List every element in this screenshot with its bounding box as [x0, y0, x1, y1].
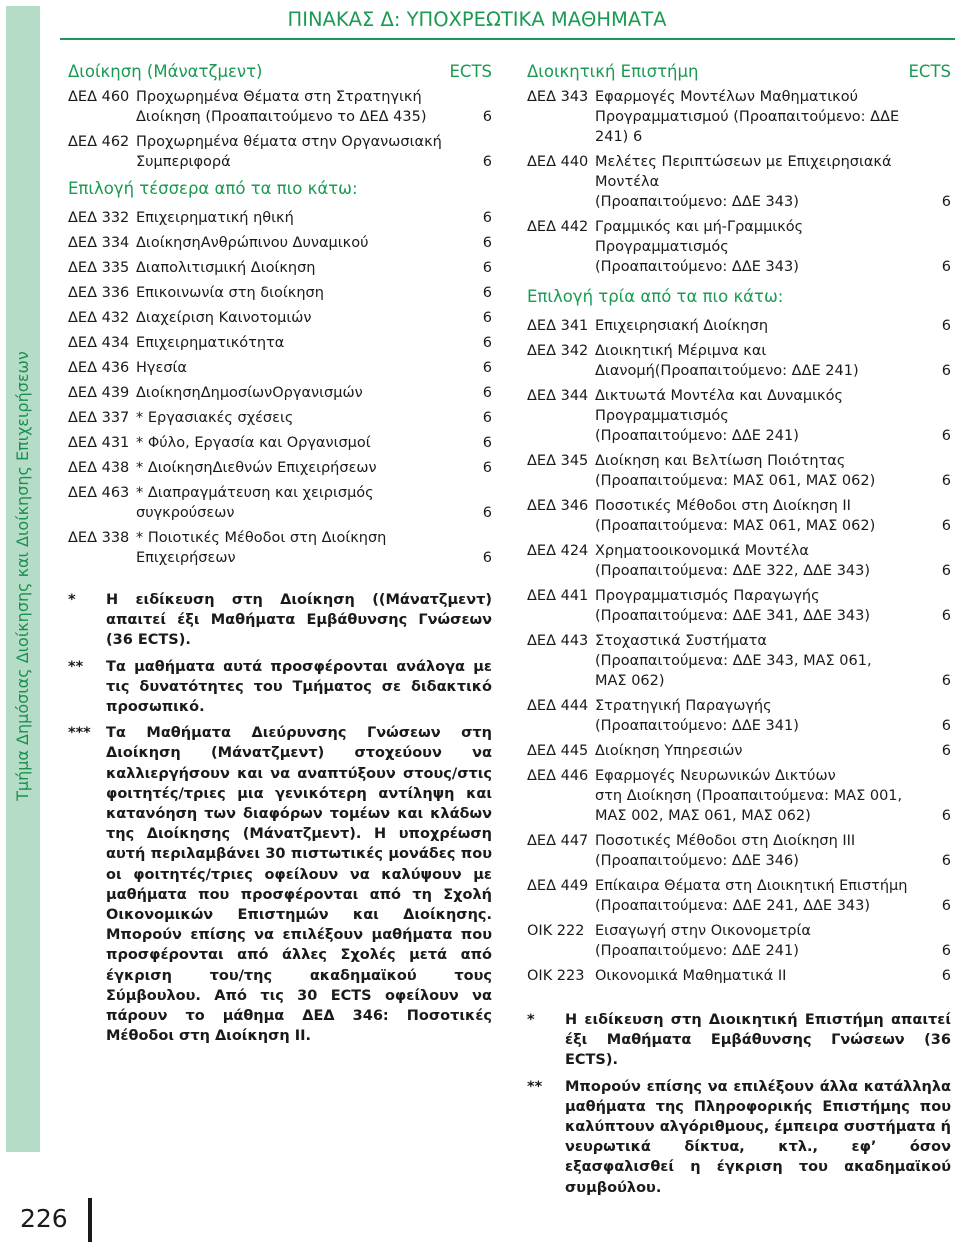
- course-ects: 6: [482, 385, 492, 401]
- course-ects: 6: [482, 235, 492, 251]
- course-ects: 6: [941, 943, 951, 959]
- course-code: ΔΕΔ 346: [527, 498, 589, 514]
- course-title-line: ΔιοίκησηΑνθρώπινου Δυναμικού: [136, 235, 369, 251]
- course-title-line: (Προαπαιτούμενο: ΔΔΕ 343): [595, 259, 799, 275]
- course-row: [68, 258, 492, 278]
- course-title: [136, 528, 470, 568]
- course-row: [527, 876, 951, 916]
- course-title: [595, 876, 929, 916]
- course-row: [527, 386, 951, 446]
- course-ects: 6: [482, 460, 492, 476]
- course-title-line: Προχωρημένα θέματα στην Οργανωσιακή: [136, 134, 442, 150]
- title-rule: [60, 38, 955, 40]
- course-title-line: Επίκαιρα Θέματα στη Διοικητική Επιστήμη: [595, 878, 908, 894]
- course-row: [68, 208, 492, 228]
- course-title: [595, 341, 929, 381]
- course-code: ΔΕΔ 442: [527, 219, 589, 235]
- elective-heading: Επιλογή τρία από τα πιο κάτω:: [527, 287, 784, 306]
- course-code: ΔΕΔ 447: [527, 833, 589, 849]
- course-title-line: Διοίκηση και Βελτίωση Ποιότητας: [595, 453, 846, 469]
- course-title-line: Επιχειρηματική ηθική: [136, 210, 294, 226]
- course-title-line: συγκρούσεων: [136, 505, 235, 521]
- course-ects: 6: [941, 743, 951, 759]
- course-title-line: (Προαπαιτούμενα: ΔΔΕ 343, ΜΑΣ 061,: [595, 653, 872, 669]
- course-ects: 6: [482, 550, 492, 566]
- course-title-line: Ηγεσία: [136, 360, 187, 376]
- course-title-line: Επιχειρησιακή Διοίκηση: [595, 318, 769, 334]
- course-title-line: ΔιοίκησηΔημοσίωνΟργανισμών: [136, 385, 363, 401]
- course-title-line: Χρηματοοικονομικά Μοντέλα: [595, 543, 809, 559]
- footnote-text: Τα μαθήματα αυτά προσφέρονται ανάλογα με τις δυνατότητες του Τμήματος σε διδακτικό προσωπικό.: [106, 658, 492, 716]
- course-title: [136, 408, 470, 428]
- course-title-line: Προχωρημένα Θέματα στη Στρατηγική: [136, 89, 422, 105]
- course-title: [136, 458, 470, 478]
- column-management-science: [527, 62, 951, 1204]
- footnote-mark: ***: [68, 725, 91, 742]
- course-code: ΔΕΔ 341: [527, 318, 589, 334]
- course-code: ΔΕΔ 332: [68, 210, 130, 226]
- course-ects: 6: [941, 718, 951, 734]
- course-title-line: Δικτυωτά Μοντέλα και Δυναμικός: [595, 388, 843, 404]
- course-ects: 6: [941, 853, 951, 869]
- course-ects: 6: [941, 194, 951, 210]
- course-row: [527, 496, 951, 536]
- course-title-line: Εφαρμογές Νευρωνικών Δικτύων: [595, 768, 836, 784]
- course-title: [595, 152, 929, 212]
- course-ects: 6: [941, 473, 951, 489]
- page-number-bar: [88, 1198, 92, 1242]
- course-title: [595, 586, 929, 626]
- course-code: ΔΕΔ 445: [527, 743, 589, 759]
- course-title-line: ΜΑΣ 002, ΜΑΣ 061, ΜΑΣ 062): [595, 808, 811, 824]
- course-title-line: Ποσοτικές Μέθοδοι στη Διοίκηση ΙΙ: [595, 498, 851, 514]
- course-title-line: (Προαπαιτούμενο: ΔΔΕ 343): [595, 194, 799, 210]
- course-title: [136, 233, 470, 253]
- course-ects: 6: [941, 363, 951, 379]
- course-title: [136, 333, 470, 353]
- course-title: [595, 966, 929, 986]
- course-title: [136, 283, 470, 303]
- course-title-line: Διοίκηση Υπηρεσιών: [595, 743, 743, 759]
- course-title-line: Διοίκηση (Προαπαιτούμενο το ΔΕΔ 435): [136, 109, 427, 125]
- course-ects: 6: [482, 310, 492, 326]
- course-row: [68, 383, 492, 403]
- footnote-text: Μπορούν επίσης να επιλέξουν άλλα κατάλληλα μαθήματα της Πληροφορικής Επιστήμης που καλύπτουν αλγόριθμους, έμπειρα συστήματα ή νευρωτικά δίκτυα, κτλ., εφ’ όσον εξασφαλισθεί η έγκριση του ακαδημαϊκού συμβούλου.: [565, 1078, 951, 1196]
- course-code: ΔΕΔ 436: [68, 360, 130, 376]
- course-title-line: Εφαρμογές Μοντέλων Μαθηματικού: [595, 89, 858, 105]
- course-row: [527, 921, 951, 961]
- course-title: [136, 208, 470, 228]
- course-title: [595, 217, 929, 277]
- course-title-line: (Προαπαιτούμενο: ΔΔΕ 241): [595, 943, 799, 959]
- footnote-text: Η ειδίκευση στη Διοικητική Επιστήμη απαιτεί έξι Μαθήματα Εμβάθυνσης Γνώσεων (36 ECTS).: [565, 1012, 951, 1069]
- course-title: [136, 483, 470, 523]
- course-title: [136, 433, 470, 453]
- course-ects: 6: [941, 808, 951, 824]
- section-title: Διοικητική Επιστήμη: [527, 62, 699, 81]
- course-title-line: Μελέτες Περιπτώσεων με Επιχειρησιακά Μοντέλα: [595, 154, 892, 190]
- course-ects: 6: [482, 285, 492, 301]
- course-row: [68, 433, 492, 453]
- course-title-line: Διοικητική Μέριμνα και: [595, 343, 767, 359]
- course-title: [136, 358, 470, 378]
- course-code: ΔΕΔ 432: [68, 310, 130, 326]
- course-code: ΔΕΔ 463: [68, 485, 130, 501]
- course-row: [527, 541, 951, 581]
- course-ects: 6: [482, 505, 492, 521]
- course-title-line: (Προαπαιτούμενο: ΔΔΕ 346): [595, 853, 799, 869]
- course-title-line: * Εργασιακές σχέσεις: [136, 410, 294, 426]
- course-row: [527, 586, 951, 626]
- footnotes: [527, 1010, 951, 1198]
- footnote-mark: *: [68, 592, 76, 608]
- course-title: [595, 496, 929, 536]
- course-title-line: (Προαπαιτούμενο: ΔΔΕ 241): [595, 428, 799, 444]
- course-row: [527, 766, 951, 826]
- course-ects: 6: [941, 318, 951, 334]
- course-code: ΔΕΔ 342: [527, 343, 589, 359]
- course-title: [136, 87, 470, 127]
- course-code: ΔΕΔ 449: [527, 878, 589, 894]
- course-ects: 6: [941, 608, 951, 624]
- course-row: [527, 966, 951, 986]
- course-title-line: Προγραμματισμός Παραγωγής: [595, 588, 820, 604]
- course-title-line: * Φύλο, Εργασία και Οργανισμοί: [136, 435, 371, 451]
- course-title-line: Γραμμικός και μή-Γραμμικός: [595, 219, 804, 235]
- footnote-text: Τα Μαθήματα Διεύρυνσης Γνώσεων στη Διοίκηση (Μάνατζμεντ) στοχεύουν να καλλιεργήσουν και να αναπτύξουν στους/στις φοιτητές/τριες μια γενικότερη αντίληψη και κατανόηση των διαφόρων τομέων και κλάδων της Διοίκησης (Μάνατζμεντ). Η υποχρέωση αυτή περιλαμβάνει 30 πιστωτικές μονάδες που οι φοιτητές/τριες οφείλουν να καλύψουν με μαθήματα που προσφέρονται από τη Σχολή Οικονομικών Επιστημών και Διοίκησης. Μπορούν επίσης να επιλέξουν μαθήματα που προσφέρονται από άλλες Σχολές μετά από έγκριση του/της ακαδημαϊκού τους Σύμβουλου. Από τις 30 ECTS οφείλουν να πάρουν το μάθημα ΔΕΔ 346: Ποσοτικές Μέθοδοι στη Διοίκηση ΙΙ.: [106, 725, 492, 1045]
- course-title-line: ΜΑΣ 062): [595, 673, 665, 689]
- course-code: ΔΕΔ 345: [527, 453, 589, 469]
- course-code: ΔΕΔ 343: [527, 89, 589, 105]
- course-code: ΔΕΔ 336: [68, 285, 130, 301]
- course-ects: 6: [941, 673, 951, 689]
- course-title: [595, 87, 929, 147]
- footnotes: [68, 590, 492, 1046]
- course-title-line: στη Διοίκηση (Προαπαιτούμενα: ΜΑΣ 001,: [595, 788, 903, 804]
- footnote: [68, 723, 492, 1046]
- course-row: [527, 217, 951, 277]
- course-title: [136, 132, 470, 172]
- course-title-line: * ΔιοίκησηΔιεθνών Επιχειρήσεων: [136, 460, 377, 476]
- elective-course-list: [68, 208, 492, 568]
- course-ects: 6: [941, 428, 951, 444]
- course-title-line: Διαχείριση Καινοτομιών: [136, 310, 312, 326]
- course-ects: 6: [482, 410, 492, 426]
- course-ects: 6: [482, 109, 492, 125]
- course-code: ΟΙΚ 223: [527, 968, 585, 984]
- footnote-mark: **: [527, 1078, 543, 1095]
- course-row: [527, 451, 951, 491]
- course-title-line: Επικοινωνία στη διοίκηση: [136, 285, 324, 301]
- course-ects: 6: [482, 435, 492, 451]
- course-row: [527, 631, 951, 691]
- course-title-line: Προγραμματισμός: [595, 408, 729, 424]
- elective-course-list: [527, 316, 951, 986]
- core-course-list: [68, 87, 492, 172]
- course-row: [68, 283, 492, 303]
- course-ects: 6: [482, 210, 492, 226]
- course-title-line: Οικονομικά Μαθηματικά ΙΙ: [595, 968, 787, 984]
- course-code: ΔΕΔ 441: [527, 588, 589, 604]
- course-row: [68, 308, 492, 328]
- course-row: [68, 528, 492, 568]
- course-ects: 6: [482, 360, 492, 376]
- course-title-line: Προγραμματισμού (Προαπαιτούμενο: ΔΔΕ 241) 6: [595, 109, 900, 145]
- course-title-line: (Προαπαιτούμενο: ΔΔΕ 341): [595, 718, 799, 734]
- course-code: ΔΕΔ 440: [527, 154, 589, 170]
- course-title: [595, 541, 929, 581]
- course-ects: 6: [941, 898, 951, 914]
- course-code: ΔΕΔ 443: [527, 633, 589, 649]
- course-code: ΔΕΔ 446: [527, 768, 589, 784]
- course-row: [527, 696, 951, 736]
- course-code: ΔΕΔ 338: [68, 530, 130, 546]
- course-title-line: (Προαπαιτούμενα: ΔΔΕ 322, ΔΔΕ 343): [595, 563, 871, 579]
- course-title-line: Επιχειρηματικότητα: [136, 335, 285, 351]
- course-title: [595, 921, 929, 961]
- course-title-line: Επιχειρήσεων: [136, 550, 236, 566]
- course-code: ΟΙΚ 222: [527, 923, 585, 939]
- course-row: [527, 87, 951, 147]
- course-row: [68, 87, 492, 127]
- course-title-line: Εισαγωγή στην Οικονομετρία: [595, 923, 811, 939]
- course-row: [68, 358, 492, 378]
- course-row: [527, 341, 951, 381]
- course-title-line: Στρατηγική Παραγωγής: [595, 698, 772, 714]
- course-code: ΔΕΔ 439: [68, 385, 130, 401]
- course-title-line: (Προαπαιτούμενα: ΔΔΕ 241, ΔΔΕ 343): [595, 898, 871, 914]
- course-row: [68, 458, 492, 478]
- course-row: [68, 408, 492, 428]
- course-ects: 6: [941, 259, 951, 275]
- course-title: [595, 386, 929, 446]
- course-row: [68, 333, 492, 353]
- course-ects: 6: [941, 563, 951, 579]
- course-code: ΔΕΔ 424: [527, 543, 589, 559]
- course-code: ΔΕΔ 462: [68, 134, 130, 150]
- course-code: ΔΕΔ 337: [68, 410, 130, 426]
- footnote: [527, 1077, 951, 1198]
- course-ects: 6: [941, 968, 951, 984]
- course-title: [136, 258, 470, 278]
- footnote: [527, 1010, 951, 1071]
- course-title: [595, 696, 929, 736]
- footnote: [68, 590, 492, 651]
- course-title-line: Ποσοτικές Μέθοδοι στη Διοίκηση ΙΙΙ: [595, 833, 856, 849]
- core-course-list: [527, 87, 951, 277]
- ects-header: ECTS: [908, 62, 951, 81]
- course-row: [527, 316, 951, 336]
- course-code: ΔΕΔ 344: [527, 388, 589, 404]
- ects-header: ECTS: [449, 62, 492, 81]
- course-code: ΔΕΔ 434: [68, 335, 130, 351]
- course-title-line: (Προαπαιτούμενα: ΔΔΕ 341, ΔΔΕ 343): [595, 608, 871, 624]
- course-title-line: (Προαπαιτούμενα: ΜΑΣ 061, ΜΑΣ 062): [595, 473, 876, 489]
- footnote: [68, 657, 492, 718]
- course-title: [595, 316, 929, 336]
- course-title-line: Στοχαστικά Συστήματα: [595, 633, 767, 649]
- section-heading-management: [68, 62, 492, 87]
- course-title-line: * Διαπραγμάτευση και χειρισμός: [136, 485, 374, 501]
- course-row: [527, 831, 951, 871]
- course-title: [595, 766, 929, 826]
- page-title: ΠΙΝΑΚΑΣ Δ: ΥΠΟΧΡΕΩΤΙΚΑ ΜΑΘΗΜΑΤΑ: [287, 8, 667, 31]
- footnote-mark: **: [68, 658, 84, 675]
- course-ects: 6: [941, 518, 951, 534]
- footnote-text: Η ειδίκευση στη Διοίκηση ((Μάνατζμεντ) απαιτεί έξι Μαθήματα Εμβάθυνσης Γνώσεων (36 ECTS).: [106, 592, 492, 649]
- course-row: [68, 132, 492, 172]
- course-title: [595, 451, 929, 491]
- course-title: [136, 383, 470, 403]
- course-title: [595, 831, 929, 871]
- course-title-line: Διανομή(Προαπαιτούμενο: ΔΔΕ 241): [595, 363, 859, 379]
- course-title-line: Συμπεριφορά: [136, 154, 231, 170]
- course-ects: 6: [482, 154, 492, 170]
- column-management: [68, 62, 492, 1052]
- page-number: 226: [20, 1204, 68, 1233]
- section-heading-management-science: [527, 62, 951, 87]
- course-code: ΔΕΔ 438: [68, 460, 130, 476]
- course-ects: 6: [482, 260, 492, 276]
- course-ects: 6: [482, 335, 492, 351]
- footnote-mark: *: [527, 1012, 535, 1028]
- course-code: ΔΕΔ 334: [68, 235, 130, 251]
- course-title: [136, 308, 470, 328]
- course-title-line: Διαπολιτισμική Διοίκηση: [136, 260, 316, 276]
- course-row: [68, 233, 492, 253]
- course-title: [595, 741, 929, 761]
- course-title-line: Προγραμματισμός: [595, 239, 729, 255]
- course-code: ΔΕΔ 335: [68, 260, 130, 276]
- course-title-line: * Ποιοτικές Μέθοδοι στη Διοίκηση: [136, 530, 387, 546]
- section-title: Διοίκηση (Μάνατζμεντ): [68, 62, 263, 81]
- elective-heading: Επιλογή τέσσερα από τα πιο κάτω:: [68, 179, 358, 198]
- course-row: [527, 741, 951, 761]
- course-code: ΔΕΔ 431: [68, 435, 130, 451]
- sidebar-department-text: Τμήμα Δημόσιας Διοίκησης και Διοίκησης Επιχειρήσεων: [13, 351, 32, 801]
- course-title: [595, 631, 929, 691]
- course-code: ΔΕΔ 460: [68, 89, 130, 105]
- course-code: ΔΕΔ 444: [527, 698, 589, 714]
- course-title-line: (Προαπαιτούμενα: ΜΑΣ 061, ΜΑΣ 062): [595, 518, 876, 534]
- course-row: [527, 152, 951, 212]
- course-row: [68, 483, 492, 523]
